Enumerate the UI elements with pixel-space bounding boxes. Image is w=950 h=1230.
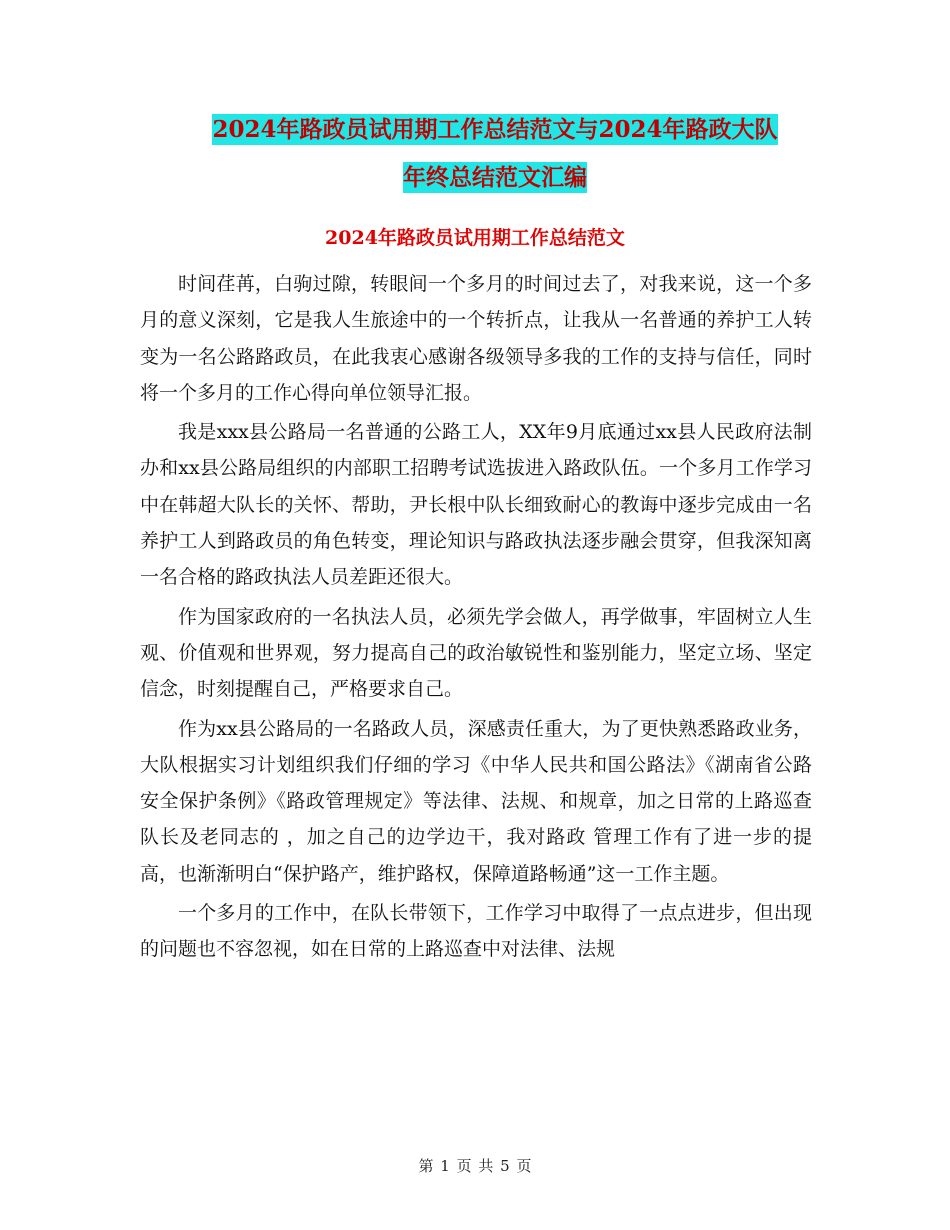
paragraph-5: 一个多月的工作中，在队长带领下，工作学习中取得了一点点进步，但出现的问题也不容忽视，如在日常的上路巡查中对法律、法规 xyxy=(140,902,812,961)
paragraph-2: 我是xxx县公路局一名普通的公路工人，XX年9月底通过xx县人民政府法制办和xx县公路局组织的内部职工招聘考试选拔进入路政队伍。一个多月工作学习中在韩超大队长的关怀、帮助，尹长根中队长细致耐心的教诲中逐步完成由一名养护工人到路政员的角色转变，理论知识与路政执法逐步融会贯穿，但我深知离一名合格的路政执法人员差距还很大。 xyxy=(140,421,812,589)
body-text xyxy=(140,266,812,971)
document-title-line-1: 2024年路政员试用期工作总结范文与2024年路政大队 xyxy=(212,116,778,143)
paragraph-3: 作为国家政府的一名执法人员，必须先学会做人，再学做事，牢固树立人生观、价值观和世界观，努力提高自己的政治敏锐性和鉴别能力，坚定立场、坚定信念，时刻提醒自己，严格要求自己。 xyxy=(140,605,812,701)
document-title-line-2: 年终总结范文汇编 xyxy=(403,164,587,191)
paragraph-4: 作为xx县公路局的一名路政人员，深感责任重大，为了更快熟悉路政业务，大队根据实习计划组织我们仔细的学习《中华人民共和国公路法》《湖南省公路安全保护条例》《路政管理规定》等法律、法规、和规章，加之日常的上路巡查队长及老同志的 ，加之自己的边学边干，我对路政 管理工作有了进一步的提高，也渐渐明白“保护路产，维护路权，保障道路畅通”这一工作主题。 xyxy=(140,717,812,885)
section-title: 2024年路政员试用期工作总结范文 xyxy=(325,227,625,249)
document-title xyxy=(140,106,850,202)
page-footer: 第 1 页 共 5 页 xyxy=(418,1157,532,1175)
paragraph-1: 时间荏苒，白驹过隙，转眼间一个多月的时间过去了，对我来说，这一个多月的意义深刻，它是我人生旅途中的一个转折点，让我从一名普通的养护工人转变为一名公路路政员，在此我衷心感谢各级领导多我的工作的支持与信任，同时将一个多月的工作心得向单位领导汇报。 xyxy=(140,273,812,404)
